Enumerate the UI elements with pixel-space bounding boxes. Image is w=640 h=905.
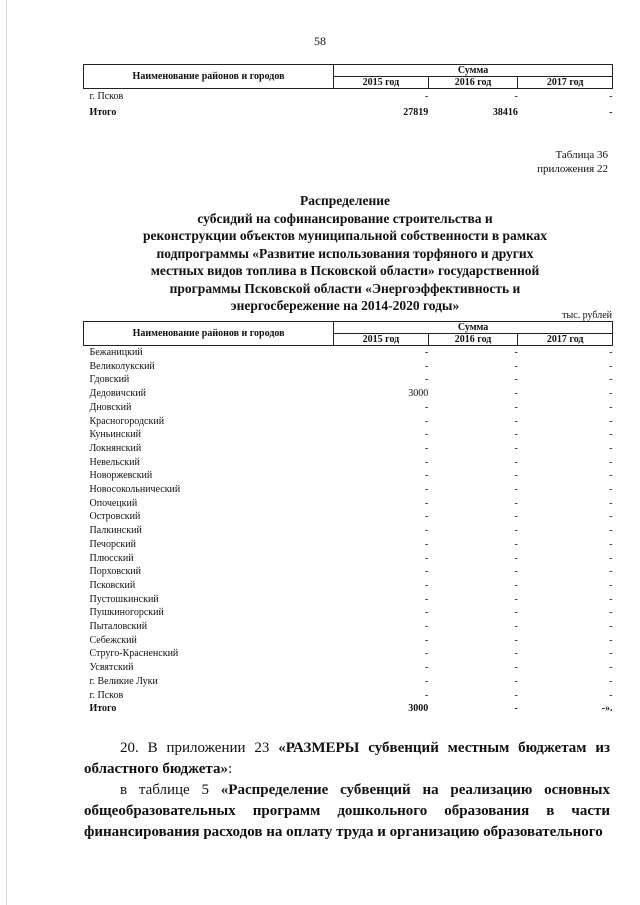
table-row [84,661,613,675]
value-2016: - [514,429,518,441]
table-row [84,647,613,661]
distribution-table [83,321,613,716]
value-2017: - [609,107,613,118]
value-2015: - [424,347,429,358]
title-line: энергосбережение на 2014-2020 годы» [230,298,460,313]
value-2015: - [424,593,429,605]
district-name: Пыталовский [89,621,148,633]
value-2017: - [609,593,613,605]
value-2017: - [609,607,613,619]
table-row [84,689,613,703]
value-2015: - [424,511,429,523]
column-header-2016: 2016 год [428,77,518,89]
value-2017: - [609,401,613,413]
value-2016: - [514,442,518,454]
page-number: 58 [314,34,326,48]
table-row [84,634,613,648]
title-line: реконструкции объектов муниципальной собственности в рамках [142,228,548,243]
table-row [84,89,613,106]
table-row [84,442,613,456]
total-row [84,105,613,121]
value-2016: 38416 [492,107,518,118]
district-name: Красногородский [89,415,165,427]
value-2016: - [514,662,518,674]
district-name: Пустошкинский [89,593,159,605]
value-2015: - [424,525,429,537]
total-row [84,702,613,716]
table-body [84,89,613,122]
value-2015: - [424,442,429,454]
district-name: Куньинский [89,429,142,441]
district-name: Невельский [89,456,140,468]
value-2016: - [514,511,518,523]
title-line: подпрограммы «Развитие использования торфяного и других [156,245,534,261]
column-header-2017: 2017 год [518,334,613,346]
paragraph-lead: 20. В приложении 23 [120,740,279,756]
district-name: Порховский [89,566,142,578]
value-2016: - [514,374,518,386]
value-2016: - [514,456,518,468]
value-2015: 27819 [403,107,429,118]
value-2017: - [609,634,613,646]
value-2015: - [424,648,429,660]
value-2017: - [609,538,613,550]
value-2015: - [424,579,429,591]
district-name: г. Псков [89,91,124,102]
value-2015: - [424,552,429,564]
district-name: Псковский [89,579,136,591]
district-name: Палкинский [89,525,142,537]
value-2016: - [514,347,518,358]
value-2016: - [514,388,518,400]
paragraph-lead: в таблице 5 [120,782,221,798]
value-2017: - [609,388,613,400]
table-row [84,428,613,442]
value-2016: - [514,689,518,701]
value-2015: - [424,538,429,550]
value-2017: - [609,621,613,633]
table-title [90,192,600,315]
table-row [84,552,613,566]
table-number: Таблица 36 [555,149,608,161]
district-name: Дедовичский [89,388,146,400]
table-row [84,456,613,470]
value-2016: - [514,566,518,578]
value-2016: - [514,703,518,715]
table-row [84,675,613,689]
value-2016: - [514,470,518,482]
district-name: Великолукский [89,360,155,372]
district-name: Итого [89,703,117,715]
district-name: Новоржевский [89,470,153,482]
table-row [84,524,613,538]
value-2016: - [514,552,518,564]
value-2015: - [424,566,429,578]
column-header-sum: Сумма [334,322,613,334]
district-name: Себежский [89,634,137,646]
district-name: Дновский [89,401,132,413]
table-row [84,510,613,524]
value-2017: - [609,648,613,660]
value-2016: - [514,401,518,413]
value-2015: - [424,360,429,372]
value-2015: 3000 [408,703,429,715]
title-line: программы Псковской области «Энергоэффективность и [169,280,521,296]
paragraph-table5 [84,780,610,843]
value-2016: - [514,607,518,619]
district-name: Локнянский [89,442,142,454]
table-row [84,360,613,374]
value-2015: - [424,415,429,427]
table-row [84,387,613,401]
value-2017: - [609,484,613,496]
value-2017: - [609,675,613,687]
table-row [84,579,613,593]
district-name: Опочецкий [89,497,138,509]
table-row [84,346,613,360]
district-name: Бежаницкий [89,347,143,358]
title-line: субсидий на софинансирование строительства и [197,210,493,226]
paragraph-bold: «Распределение субвенций на реализацию основных общеобразовательных программ дошкольного образования в части финансирования расходов на оплату труда и организацию образовательного [84,782,611,840]
value-2015: - [424,456,429,468]
value-2015: - [424,662,429,674]
value-2017: - [609,525,613,537]
value-2015: - [424,374,429,386]
value-2015: - [424,429,429,441]
column-header-name: Наименование районов и городов [84,65,334,89]
value-2015: - [424,484,429,496]
value-2016: - [514,525,518,537]
table-row [84,469,613,483]
value-2017: - [609,456,613,468]
value-2016: - [514,484,518,496]
table-row [84,620,613,634]
paragraph-bold: «РАЗМЕРЫ субвенций местным бюджетам из областного бюджета» [84,740,610,777]
district-name: г. Псков [89,689,124,701]
table-row [84,483,613,497]
district-name: Островский [89,511,141,523]
value-2017: - [609,511,613,523]
value-2016: - [514,579,518,591]
value-2015: - [424,497,429,509]
district-name: Итого [89,107,117,118]
district-name: Струго-Красненский [89,648,179,660]
column-header-2017: 2017 год [518,77,613,89]
scan-edge [6,0,7,905]
value-2017: - [609,374,613,386]
table-row [84,415,613,429]
value-2016: - [514,91,518,102]
table-row [84,497,613,511]
value-2015: - [424,634,429,646]
district-name: Новосокольнический [89,484,181,496]
district-name: г. Великие Луки [89,675,158,687]
district-name: Гдовский [89,374,130,386]
value-2016: - [514,415,518,427]
district-name: Печорский [89,538,136,550]
value-2017: - [609,470,613,482]
value-2017: - [609,689,613,701]
value-2016: - [514,538,518,550]
title-line: местных видов топлива в Псковской области» государственной [150,263,540,278]
column-header-2015: 2015 год [334,334,429,346]
appendix-number: приложения 22 [537,163,608,175]
value-2016: - [514,497,518,509]
column-header-name: Наименование районов и городов [84,322,334,346]
table-row [84,538,613,552]
paragraph-20 [84,738,610,780]
column-header-2015: 2015 год [334,77,429,89]
district-name: Пушкиногорский [89,607,164,619]
district-name: Усвятский [89,662,134,674]
table-row [84,373,613,387]
value-2017: -». [601,703,613,715]
value-2017: - [609,497,613,509]
value-2017: - [609,429,613,441]
table-row [84,401,613,415]
column-header-sum: Сумма [334,65,613,77]
value-2017: - [609,579,613,591]
value-2016: - [514,593,518,605]
value-2015: - [424,689,429,701]
value-2017: - [609,347,613,358]
value-2017: - [609,415,613,427]
value-2016: - [514,648,518,660]
value-2015: - [424,91,429,102]
value-2015: - [424,607,429,619]
value-2017: - [609,360,613,372]
value-2015: - [424,675,429,687]
column-header-2016: 2016 год [428,334,518,346]
value-2015: - [424,470,429,482]
title-line: Распределение [299,193,391,208]
table-reference [537,148,608,176]
value-2017: - [609,442,613,454]
table-body [84,346,613,716]
value-2016: - [514,675,518,687]
units-label: тыс. рублей [562,310,612,321]
district-name: Плюсский [89,552,134,564]
paragraph-tail: : [227,761,233,777]
value-2015: - [424,621,429,633]
summary-table-continued [83,64,613,121]
value-2016: - [514,634,518,646]
table-row [84,606,613,620]
table-row [84,565,613,579]
value-2017: - [609,662,613,674]
value-2016: - [514,360,518,372]
value-2017: - [609,552,613,564]
value-2015: - [424,401,429,413]
value-2015: 3000 [408,388,429,400]
value-2016: - [514,621,518,633]
table-row [84,593,613,607]
value-2017: - [609,566,613,578]
value-2017: - [609,91,613,102]
